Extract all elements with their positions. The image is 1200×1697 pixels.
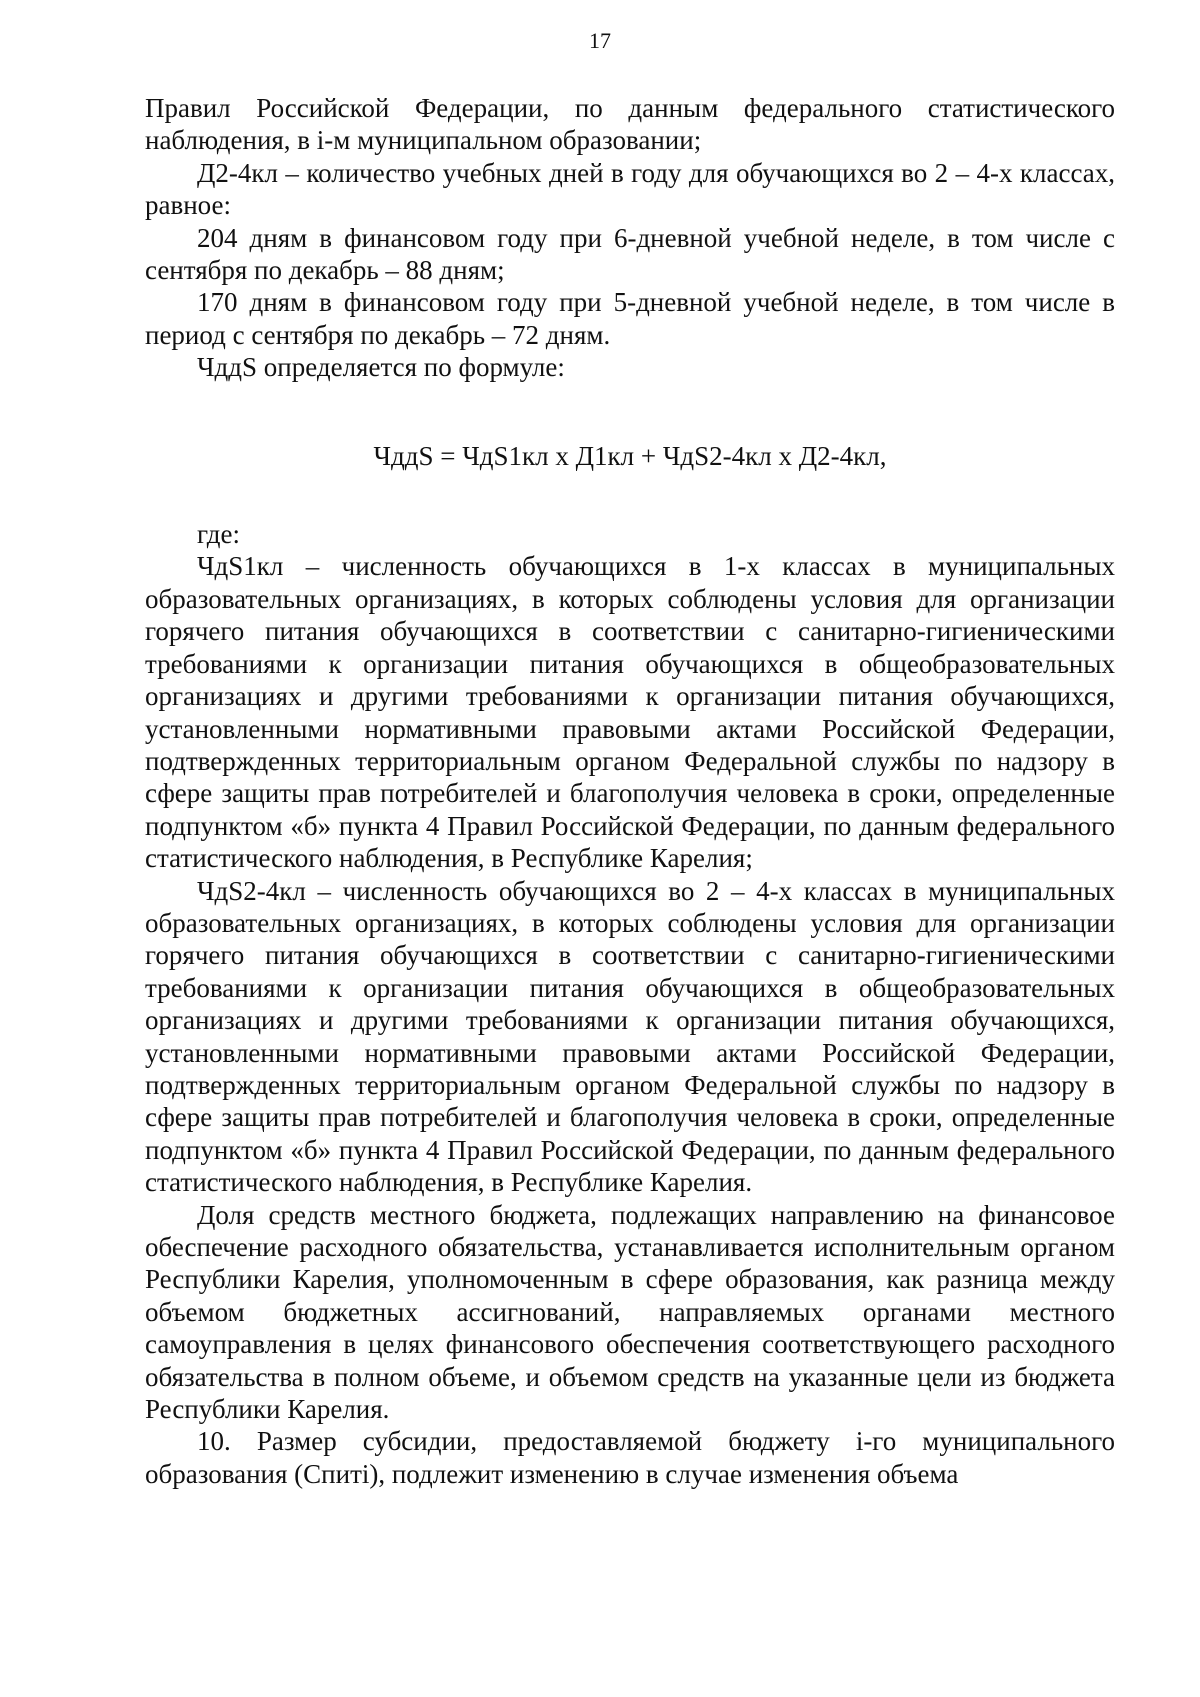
paragraph-continuation: Правил Российской Федерации, по данным федерального статистического наблюдения, в i-м муниципальном образовании; [145, 93, 1115, 156]
formula: ЧддS = ЧдS1кл х Д1кл + ЧдS2-4кл х Д2-4кл, [373, 440, 887, 471]
paragraph-where: где: [197, 519, 240, 550]
paragraph-local-budget-share: Доля средств местного бюджета, подлежащих направлению на финансовое обеспечение расходного обязательства, устанавливается исполнительным органом Республики Карелия, уполномоченным в сфере образования, как разница между объемом бюджетных ассигнований, направляемых органами местного самоуправления в целях финансового обеспечения соответствующего расходного обязательства в полном объеме, и объемом средств на указанные цели из бюджета Республики Карелия. [145, 1199, 1115, 1425]
page-number: 17 [589, 28, 611, 53]
paragraph-d2-4kl-definition: Д2-4кл – количество учебных дней в году для обучающихся во 2 – 4-х классах, равное: [145, 157, 1115, 221]
paragraph-formula-intro: ЧддS определяется по формуле: [197, 352, 565, 383]
paragraph-item-10: 10. Размер субсидии, предоставляемой бюджету i-го муниципального образования (Спиті), подлежит изменению в случае изменения объема [145, 1426, 1115, 1489]
paragraph-chds1kl-definition: ЧдS1кл – численность обучающихся в 1-х классах в муниципальных образовательных организациях, в которых соблюдены условия для организации горячего питания обучающихся в соответствии с санитарно-гигиеническими требованиями к организации питания обучающихся в общеобразовательных организациях и другими требованиями к организации питания обучающихся, установленными нормативными правовыми актами Российской Федерации, подтвержденных территориальным органом Федеральной службы по надзору в сфере защиты прав потребителей и благополучия человека в сроки, определенные подпунктом «б» пункта 4 Правил Российской Федерации, по данным федерального статистического наблюдения, в Республике Карелия; [145, 551, 1115, 874]
paragraph-204-days: 204 дням в финансовом году при 6-дневной учебной неделе, в том числе с сентября по декабрь – 88 дням; [145, 222, 1115, 286]
paragraph-170-days: 170 дням в финансовом году при 5-дневной учебной неделе, в том числе в период с сентября по декабрь – 72 дням. [145, 287, 1115, 350]
document-body [145, 92, 1115, 1490]
paragraph-chds2-4kl-definition: ЧдS2-4кл – численность обучающихся во 2 – 4-х классах в муниципальных образовательных организациях, в которых соблюдены условия для организации горячего питания обучающихся в соответствии с санитарно-гигиеническими требованиями к организации питания обучающихся в общеобразовательных организациях и другими требованиями к организации питания обучающихся, установленными нормативными правовыми актами Российской Федерации, подтвержденных территориальным органом Федеральной службы по надзору в сфере защиты прав потребителей и благополучия человека в сроки, определенные подпунктом «б» пункта 4 Правил Российской Федерации, по данным федерального статистического наблюдения, в Республике Карелия. [145, 875, 1115, 1198]
